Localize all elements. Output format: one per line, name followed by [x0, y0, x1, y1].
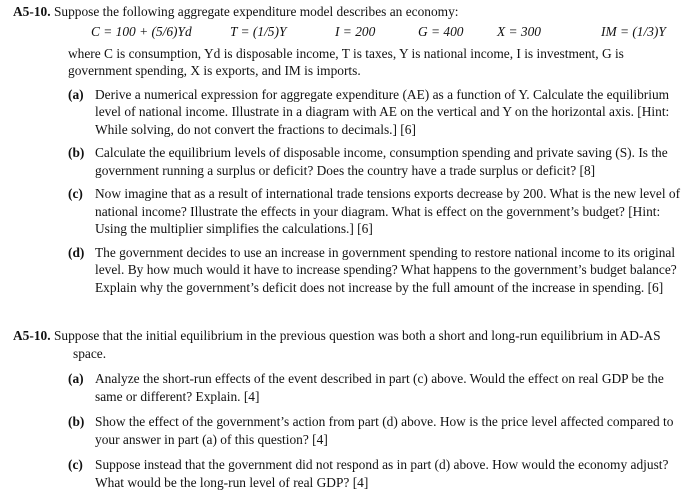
question-a5-10-aggregate-expenditure: [13, 3, 689, 296]
model-equations: [13, 23, 689, 43]
part-text: Calculate the equilibrium levels of disposable income, consumption spending and private saving (S). Is the government running a surplus or deficit? Does the country have a trade surplus or deficit? [8]: [95, 145, 668, 178]
question-a5-10-ad-as: [13, 327, 689, 491]
part-label: (b): [68, 414, 85, 429]
part-text: Show the effect of the government’s action from part (d) above. How is the price level affected compared to your answer in part (a) of this question? [4]: [95, 414, 674, 447]
question-part-c: [68, 185, 689, 238]
government-equation: G = 400: [418, 23, 464, 39]
imports-equation: IM = (1/3)Y: [601, 23, 666, 39]
part-label: (a): [68, 86, 84, 102]
part-label: (c): [68, 457, 83, 472]
taxes-equation: T = (1/5)Y: [230, 23, 287, 39]
question-header: [13, 3, 689, 21]
part-text: Derive a numerical expression for aggregate expenditure (AE) as a function of Y. Calculate the equilibrium level of national income. Illustrate in a diagram with AE on the vertical and Y on the horizontal axis. [Hint: While solving, do not convert the fractions to decimals.] [6]: [95, 86, 670, 137]
question-part-b: [68, 413, 689, 448]
question-number: A5-10.: [13, 328, 51, 343]
consumption-equation: C = 100 + (5/6)Yd: [91, 23, 192, 39]
question-part-a: [68, 86, 689, 139]
question-part-b: [68, 144, 689, 179]
part-text: Suppose instead that the government did not respond as in part (d) above. How would the economy adjust? What would be the long-run level of real GDP? [4]: [95, 457, 669, 490]
question-number: A5-10.: [13, 4, 51, 19]
part-text: The government decides to use an increase in government spending to restore national income to its original level. By how much would it have to increase spending? What happens to the government’s budget balance? Explain why the government’s deficit does not increase by the full amount of the increase in spending. [6]: [95, 244, 677, 295]
exports-equation: X = 300: [497, 23, 541, 39]
question-intro: Suppose the following aggregate expenditure model describes an economy:: [53, 4, 459, 19]
part-label: (b): [68, 145, 85, 160]
question-part-c: [68, 456, 689, 491]
question-part-a: [68, 370, 689, 405]
question-header: [13, 327, 689, 362]
part-text: Analyze the short-run effects of the event described in part (c) above. Would the effect on real GDP be the same or different? Explain. [4]: [95, 371, 664, 404]
part-text: Now imagine that as a result of international trade tensions exports decrease by 200. What is the new level of national income? Illustrate the effects in your diagram. What is effect on the government’s budget? [Hint: Using the multiplier simplifies the calculations.] [6]: [95, 186, 681, 236]
investment-equation: I = 200: [335, 23, 376, 39]
variable-definitions: where C is consumption, Yd is disposable income, T is taxes, Y is national income, I is investment, G is government spending, X is exports, and IM is imports.: [68, 45, 624, 78]
part-label: (a): [68, 371, 84, 386]
question-intro: Suppose that the initial equilibrium in the previous question was both a short and long-run equilibrium in AD-AS space.: [53, 328, 661, 361]
part-label: (c): [68, 186, 83, 201]
part-label: (d): [68, 244, 85, 260]
question-part-d: [68, 244, 689, 297]
